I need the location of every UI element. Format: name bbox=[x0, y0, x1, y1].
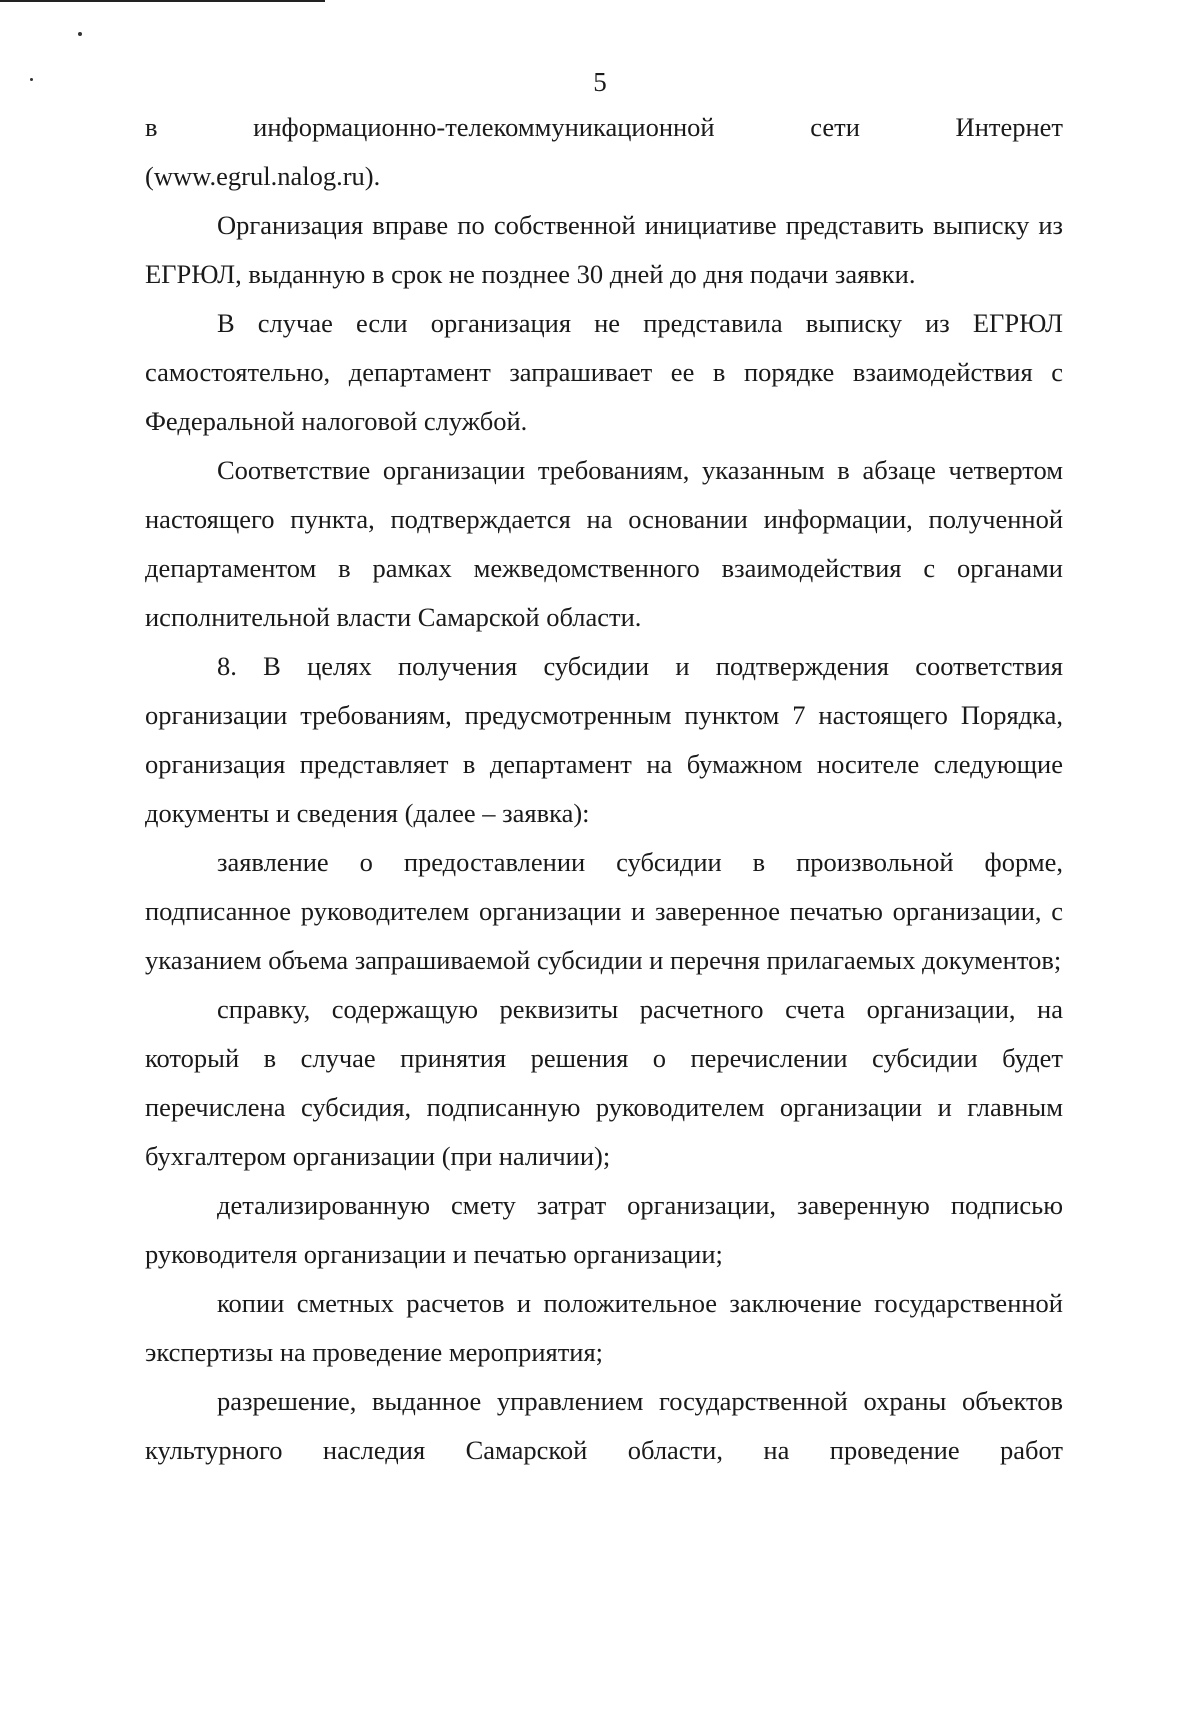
paragraph-department-request: В случае если организация не представила выписку из ЕГРЮЛ самостоятельно, департамент запрашивает ее в порядке взаимодействия с Федеральной налоговой службой. bbox=[145, 308, 1063, 436]
scan-edge-line bbox=[0, 0, 325, 2]
paragraph-continuation-line-1: в информационно-телекоммуникационной сети Интернет bbox=[145, 112, 1063, 142]
list-item-estimate-copies: копии сметных расчетов и положительное заключение государственной экспертизы на проведение мероприятия; bbox=[145, 1288, 1063, 1367]
list-item-heritage-permit: разрешение, выданное управлением государственной охраны объектов культурного наследия Самарской области, на проведение работ bbox=[145, 1386, 1063, 1465]
paragraph-continuation-line-2: (www.egrul.nalog.ru). bbox=[145, 161, 381, 191]
document-body bbox=[145, 103, 1063, 1475]
list-item-bank-details: справку, содержащую реквизиты расчетного счета организации, на который в случае принятия решения о перечислении субсидии будет перечислена субсидия, подписанную руководителем организации и главным бухгалтером организации (при наличии); bbox=[145, 994, 1063, 1171]
scan-speck bbox=[78, 32, 82, 36]
paragraph-item-8: 8. В целях получения субсидии и подтверждения соответствия организации требованиям, предусмотренным пунктом 7 настоящего Порядка, организация представляет в департамент на бумажном носителе следующие документы и сведения (далее – заявка): bbox=[145, 651, 1063, 828]
list-item-cost-estimate: детализированную смету затрат организации, заверенную подписью руководителя организации и печатью организации; bbox=[145, 1190, 1063, 1269]
paragraph-compliance-confirmation: Соответствие организации требованиям, указанным в абзаце четвертом настоящего пункта, подтверждается на основании информации, полученной департаментом в рамках межведомственного взаимодействия с органами исполнительной власти Самарской области. bbox=[145, 455, 1063, 632]
list-item-application: заявление о предоставлении субсидии в произвольной форме, подписанное руководителем организации и заверенное печатью организации, с указанием объема запрашиваемой субсидии и перечня прилагаемых документов; bbox=[145, 847, 1063, 975]
page-number: 5 bbox=[593, 67, 607, 97]
paragraph-right-to-submit-extract: Организация вправе по собственной инициативе представить выписку из ЕГРЮЛ, выданную в срок не позднее 30 дней до дня подачи заявки. bbox=[145, 210, 1063, 289]
